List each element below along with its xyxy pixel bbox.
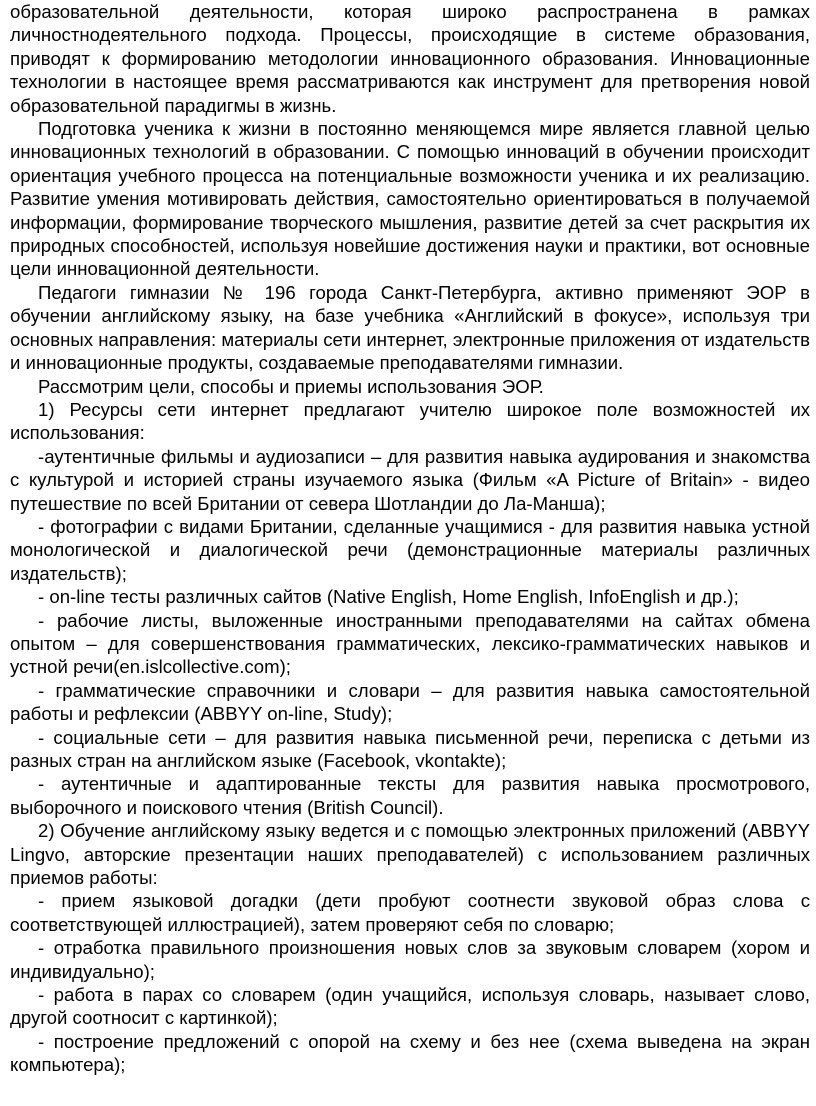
list-item-social-networks: - социальные сети – для развития навыка письменной речи, переписка с детьми из разных стран на английском языке (Facebook, vkontakte); bbox=[10, 726, 810, 771]
list-item-online-tests: - on-line тесты различных сайтов (Native English, Home English, InfoEnglish и др.); bbox=[38, 586, 739, 608]
list-item-worksheets: - рабочие листы, выложенные иностранными преподавателями на сайтах обмена опытом – для совершенствования грамматических, лексико-грамматических навыков и устной речи(en.islcollective.com); bbox=[10, 609, 810, 678]
list-item-pair-work: - работа в парах со словарем (один учащийся, используя словарь, называет слово, другой соотносит с картинкой); bbox=[10, 984, 810, 1029]
paragraph-gymnasium-teachers: Педагоги гимназии № 196 города Санкт-Петербурга, активно применяют ЭОР в обучении английскому языку, на базе учебника «Английский в фокусе», используя три основных направления: материалы сети интернет, электронные приложения от издательств и инновационные продукты, создаваемые преподавателями гимназии. bbox=[10, 281, 810, 374]
paragraph-intro-continuation: образовательной деятельности, которая широко распространена в рамках личностнодеятельного подхода. Процессы, происходящие в системе образования, приводят к формированию методологии инновационного образования. Инновационные технологии в настоящее время рассматриваются как инструмент для претворения новой образовательной парадигмы в жизнь. bbox=[10, 1, 810, 116]
paragraph-goals-intro: Рассмотрим цели, способы и приемы использования ЭОР. bbox=[38, 375, 544, 397]
list-item-dictionaries: - грамматические справочники и словари – для развития навыка самостоятельной работы и рефлексии (ABBYY on-line, Study); bbox=[10, 679, 810, 725]
list-item-authentic-texts: - аутентичные и адаптированные тексты для развития навыка просмотрового, выборочного и поискового чтения (British Council). bbox=[10, 773, 810, 818]
list-item-photos: - фотографии с видами Британии, сделанные учащимися - для развития навыка устной монологической и диалогической речи (демонстрационные материалы различных издательств); bbox=[10, 515, 810, 584]
paragraph-electronic-apps: 2) Обучение английскому языку ведется и с помощью электронных приложений (ABBYY Lingvo, авторские презентации наших преподавателей) с использованием различных приемов работы: bbox=[10, 820, 810, 889]
list-item-language-guess: - прием языковой догадки (дети пробуют соотнести звуковой образ слова с соответствующей иллюстрацией), затем проверяют себя по словарю; bbox=[10, 890, 810, 935]
list-item-pronunciation: - отработка правильного произношения новых слов за звуковым словарем (хором и индивидуально); bbox=[10, 937, 810, 982]
list-item-authentic-films: -аутентичные фильмы и аудиозаписи – для развития навыка аудирования и знакомства с культурой и историей страны изучаемого языка (Фильм «A Picture of Britain» - видео путешествие по всей Британии от севера Шотландии до Ла-Манша); bbox=[10, 445, 810, 514]
document-page bbox=[10, 0, 810, 1077]
paragraph-student-preparation: Подготовка ученика к жизни в постоянно меняющемся мире является главной целью инновационных технологий в образовании. С помощью инноваций в обучении происходит ориентация учебного процесса на потенциальные возможности ученика и их реализацию. Развитие умения мотивировать действия, самостоятельно ориентироваться в получаемой информации, формирование творческого мышления, развитие детей за счет раскрытия их природных способностей, используя новейшие достижения науки и практики, вот основные цели инновационной деятельности. bbox=[10, 118, 810, 280]
paragraph-internet-resources: 1) Ресурсы сети интернет предлагают учителю широкое поле возможностей их использования: bbox=[10, 398, 810, 444]
list-item-sentence-building: - построение предложений с опорой на схему и без нее (схема выведена на экран компьютера); bbox=[10, 1030, 810, 1076]
